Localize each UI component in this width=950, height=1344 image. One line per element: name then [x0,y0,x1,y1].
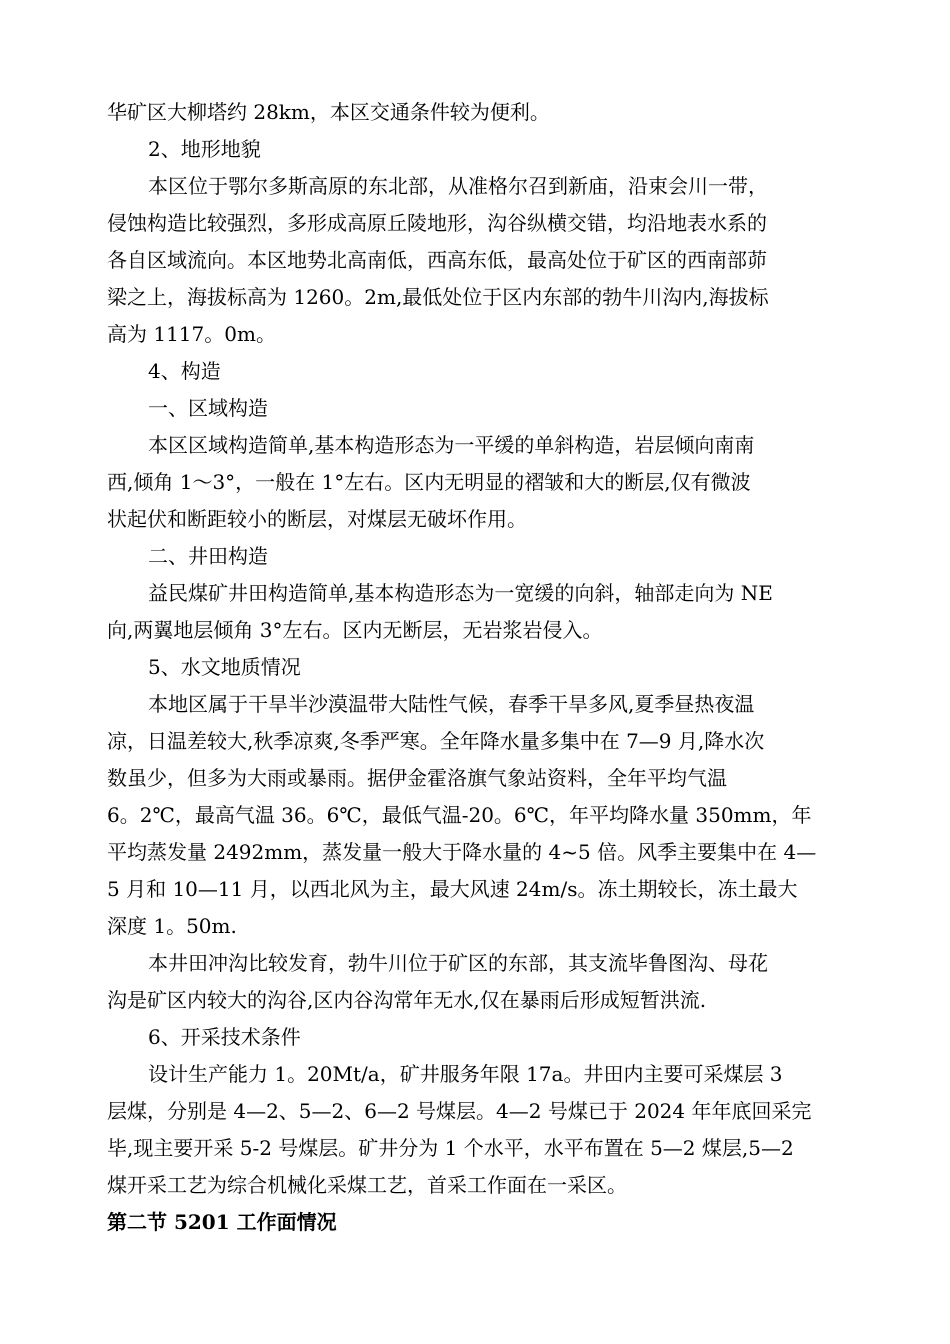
text-line: 沟是矿区内较大的沟谷,区内谷沟常年无水,仅在暴雨后形成短暂洪流. [107,988,707,1012]
text-line: 5 月和 10—11 月，以西北风为主，最大风速 24m/s。冻土期较长，冻土最大 [107,877,798,901]
text-line: 毕,现主要开采 5-2 号煤层。矿井分为 1 个水平，水平布置在 5—2 煤层,5—2 [107,1136,794,1160]
text-line: 西,倾角 1～3°，一般在 1°左右。区内无明显的褶皱和大的断层,仅有微波 [107,470,751,494]
text-line: 本井田冲沟比较发育，勃牛川位于矿区的东部，其支流毕鲁图沟、母花 [148,951,768,975]
text-line: 侵蚀构造比较强烈，多形成高原丘陵地形，沟谷纵横交错，均沿地表水系的 [107,211,767,235]
text-line: 梁之上，海拔标高为 1260。2m,最低处位于区内东部的勃牛川沟内,海拔标 [107,285,769,309]
text-line: 数虽少，但多为大雨或暴雨。据伊金霍洛旗气象站资料，全年平均气温 [107,766,727,790]
subheading-mining-conditions: 6、开采技术条件 [148,1025,301,1049]
text-line: 煤开采工艺为综合机械化采煤工艺，首采工作面在一采区。 [107,1173,627,1197]
subheading-regional-structure: 一、区域构造 [148,396,268,420]
subheading-hydrogeology: 5、水文地质情况 [148,655,301,679]
text-line: 本区位于鄂尔多斯高原的东北部，从准格尔召到新庙，沿束会川一带， [148,174,768,198]
text-line: 层煤，分别是 4—2、5—2、6—2 号煤层。4—2 号煤已于 2024 年年底回采完 [107,1099,812,1123]
text-line: 本地区属于干旱半沙漠温带大陆性气候，春季干旱多风,夏季昼热夜温 [148,692,755,716]
subheading-minefield-structure: 二、井田构造 [148,544,268,568]
text-line: 高为 1117。0m。 [107,322,276,346]
text-line: 华矿区大柳塔约 28km，本区交通条件较为便利。 [107,100,550,124]
text-line: 6。2℃，最高气温 36。6℃，最低气温-20。6℃，年平均降水量 350mm，年 [107,803,812,827]
subheading-terrain: 2、地形地貌 [148,137,261,161]
section-heading: 第二节 5201 工作面情况 [107,1210,337,1234]
text-line: 平均蒸发量 2492mm，蒸发量一般大于降水量的 4~5 倍。风季主要集中在 4— [107,840,817,864]
subheading-structure: 4、构造 [148,359,221,383]
text-line: 状起伏和断距较小的断层，对煤层无破坏作用。 [107,507,527,531]
text-line: 向,两翼地层倾角 3°左右。区内无断层，无岩浆岩侵入。 [107,618,603,642]
text-line: 各自区域流向。本区地势北高南低，西高东低，最高处位于矿区的西南部茆 [107,248,767,272]
text-line: 设计生产能力 1。20Mt/a，矿井服务年限 17a。井田内主要可采煤层 3 [148,1062,783,1086]
text-line: 本区区域构造简单,基本构造形态为一平缓的单斜构造，岩层倾向南南 [148,433,755,457]
text-line: 深度 1。50m. [107,914,237,938]
text-line: 益民煤矿井田构造简单,基本构造形态为一宽缓的向斜，轴部走向为 NE [148,581,773,605]
text-line: 凉，日温差较大,秋季凉爽,冬季严寒。全年降水量多集中在 7—9 月,降水次 [107,729,765,753]
